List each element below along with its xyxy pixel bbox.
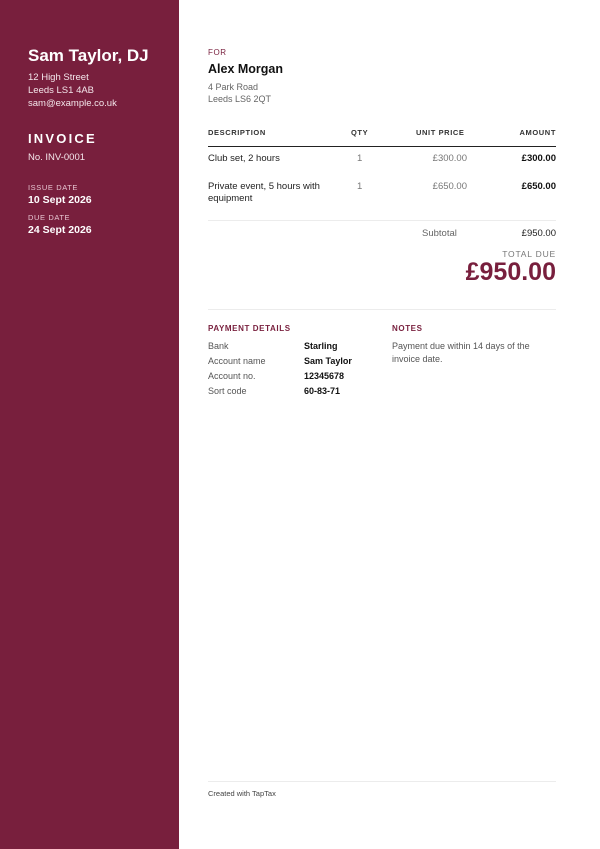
item-unit-price: £300.00 — [432, 153, 467, 164]
payment-details-title: PAYMENT DETAILS — [208, 324, 291, 333]
table-header-divider — [208, 146, 556, 147]
column-header-amount: AMOUNT — [519, 128, 556, 137]
footer-divider — [208, 781, 556, 782]
column-header-qty: QTY — [351, 128, 369, 137]
item-description: Club set, 2 hours — [208, 153, 280, 164]
subtotal-label: Subtotal — [422, 228, 457, 239]
invoice-number: No. INV-0001 — [28, 152, 86, 163]
sender-name: Sam Taylor, DJ — [28, 46, 149, 65]
invoice-title: INVOICE — [28, 131, 97, 146]
payment-value-account-no: 12345678 — [304, 371, 345, 381]
payment-value-bank: Starling — [304, 341, 338, 351]
due-date-label: DUE DATE — [28, 213, 71, 222]
notes-title: NOTES — [392, 324, 423, 333]
sender-address-line: Leeds LS1 4AB — [28, 85, 95, 96]
payment-label-account-name: Account name — [208, 356, 266, 366]
item-unit-price: £650.00 — [432, 181, 467, 192]
column-header-unit-price: UNIT PRICE — [416, 128, 465, 137]
sender-address-line: 12 High Street — [28, 72, 89, 83]
invoice-sidebar — [0, 0, 179, 849]
invoice-body — [208, 0, 556, 849]
item-amount: £300.00 — [521, 153, 556, 164]
payment-value-account-name: Sam Taylor — [304, 356, 352, 366]
total-due-label: TOTAL DUE — [502, 249, 556, 259]
footer-credit: Created with TapTax — [208, 789, 276, 798]
item-description: Private event, 5 hours with equipment — [208, 181, 320, 204]
issue-date: 10 Sept 2026 — [28, 194, 92, 206]
item-qty: 1 — [357, 181, 363, 192]
subtotal-value: £950.00 — [521, 228, 556, 239]
payment-label-sort-code: Sort code — [208, 386, 247, 396]
recipient-label: FOR — [208, 48, 227, 57]
issue-date-label: ISSUE DATE — [28, 183, 79, 192]
payment-label-account-no: Account no. — [208, 371, 256, 381]
item-qty: 1 — [357, 153, 363, 164]
item-amount: £650.00 — [521, 181, 556, 192]
sender-email: sam@example.co.uk — [28, 98, 117, 109]
table-bottom-divider — [208, 220, 556, 221]
total-due-value: £950.00 — [465, 258, 556, 286]
due-date: 24 Sept 2026 — [28, 224, 92, 236]
totals-divider — [208, 309, 556, 310]
notes-text: Payment due within 14 days of the invoice date. — [392, 341, 530, 364]
payment-label-bank: Bank — [208, 341, 229, 351]
recipient-name: Alex Morgan — [208, 62, 284, 76]
recipient-address-line: 4 Park Road — [208, 82, 259, 92]
payment-value-sort-code: 60-83-71 — [304, 386, 341, 396]
column-header-description: DESCRIPTION — [208, 128, 266, 137]
recipient-address-line: Leeds LS6 2QT — [208, 94, 272, 104]
